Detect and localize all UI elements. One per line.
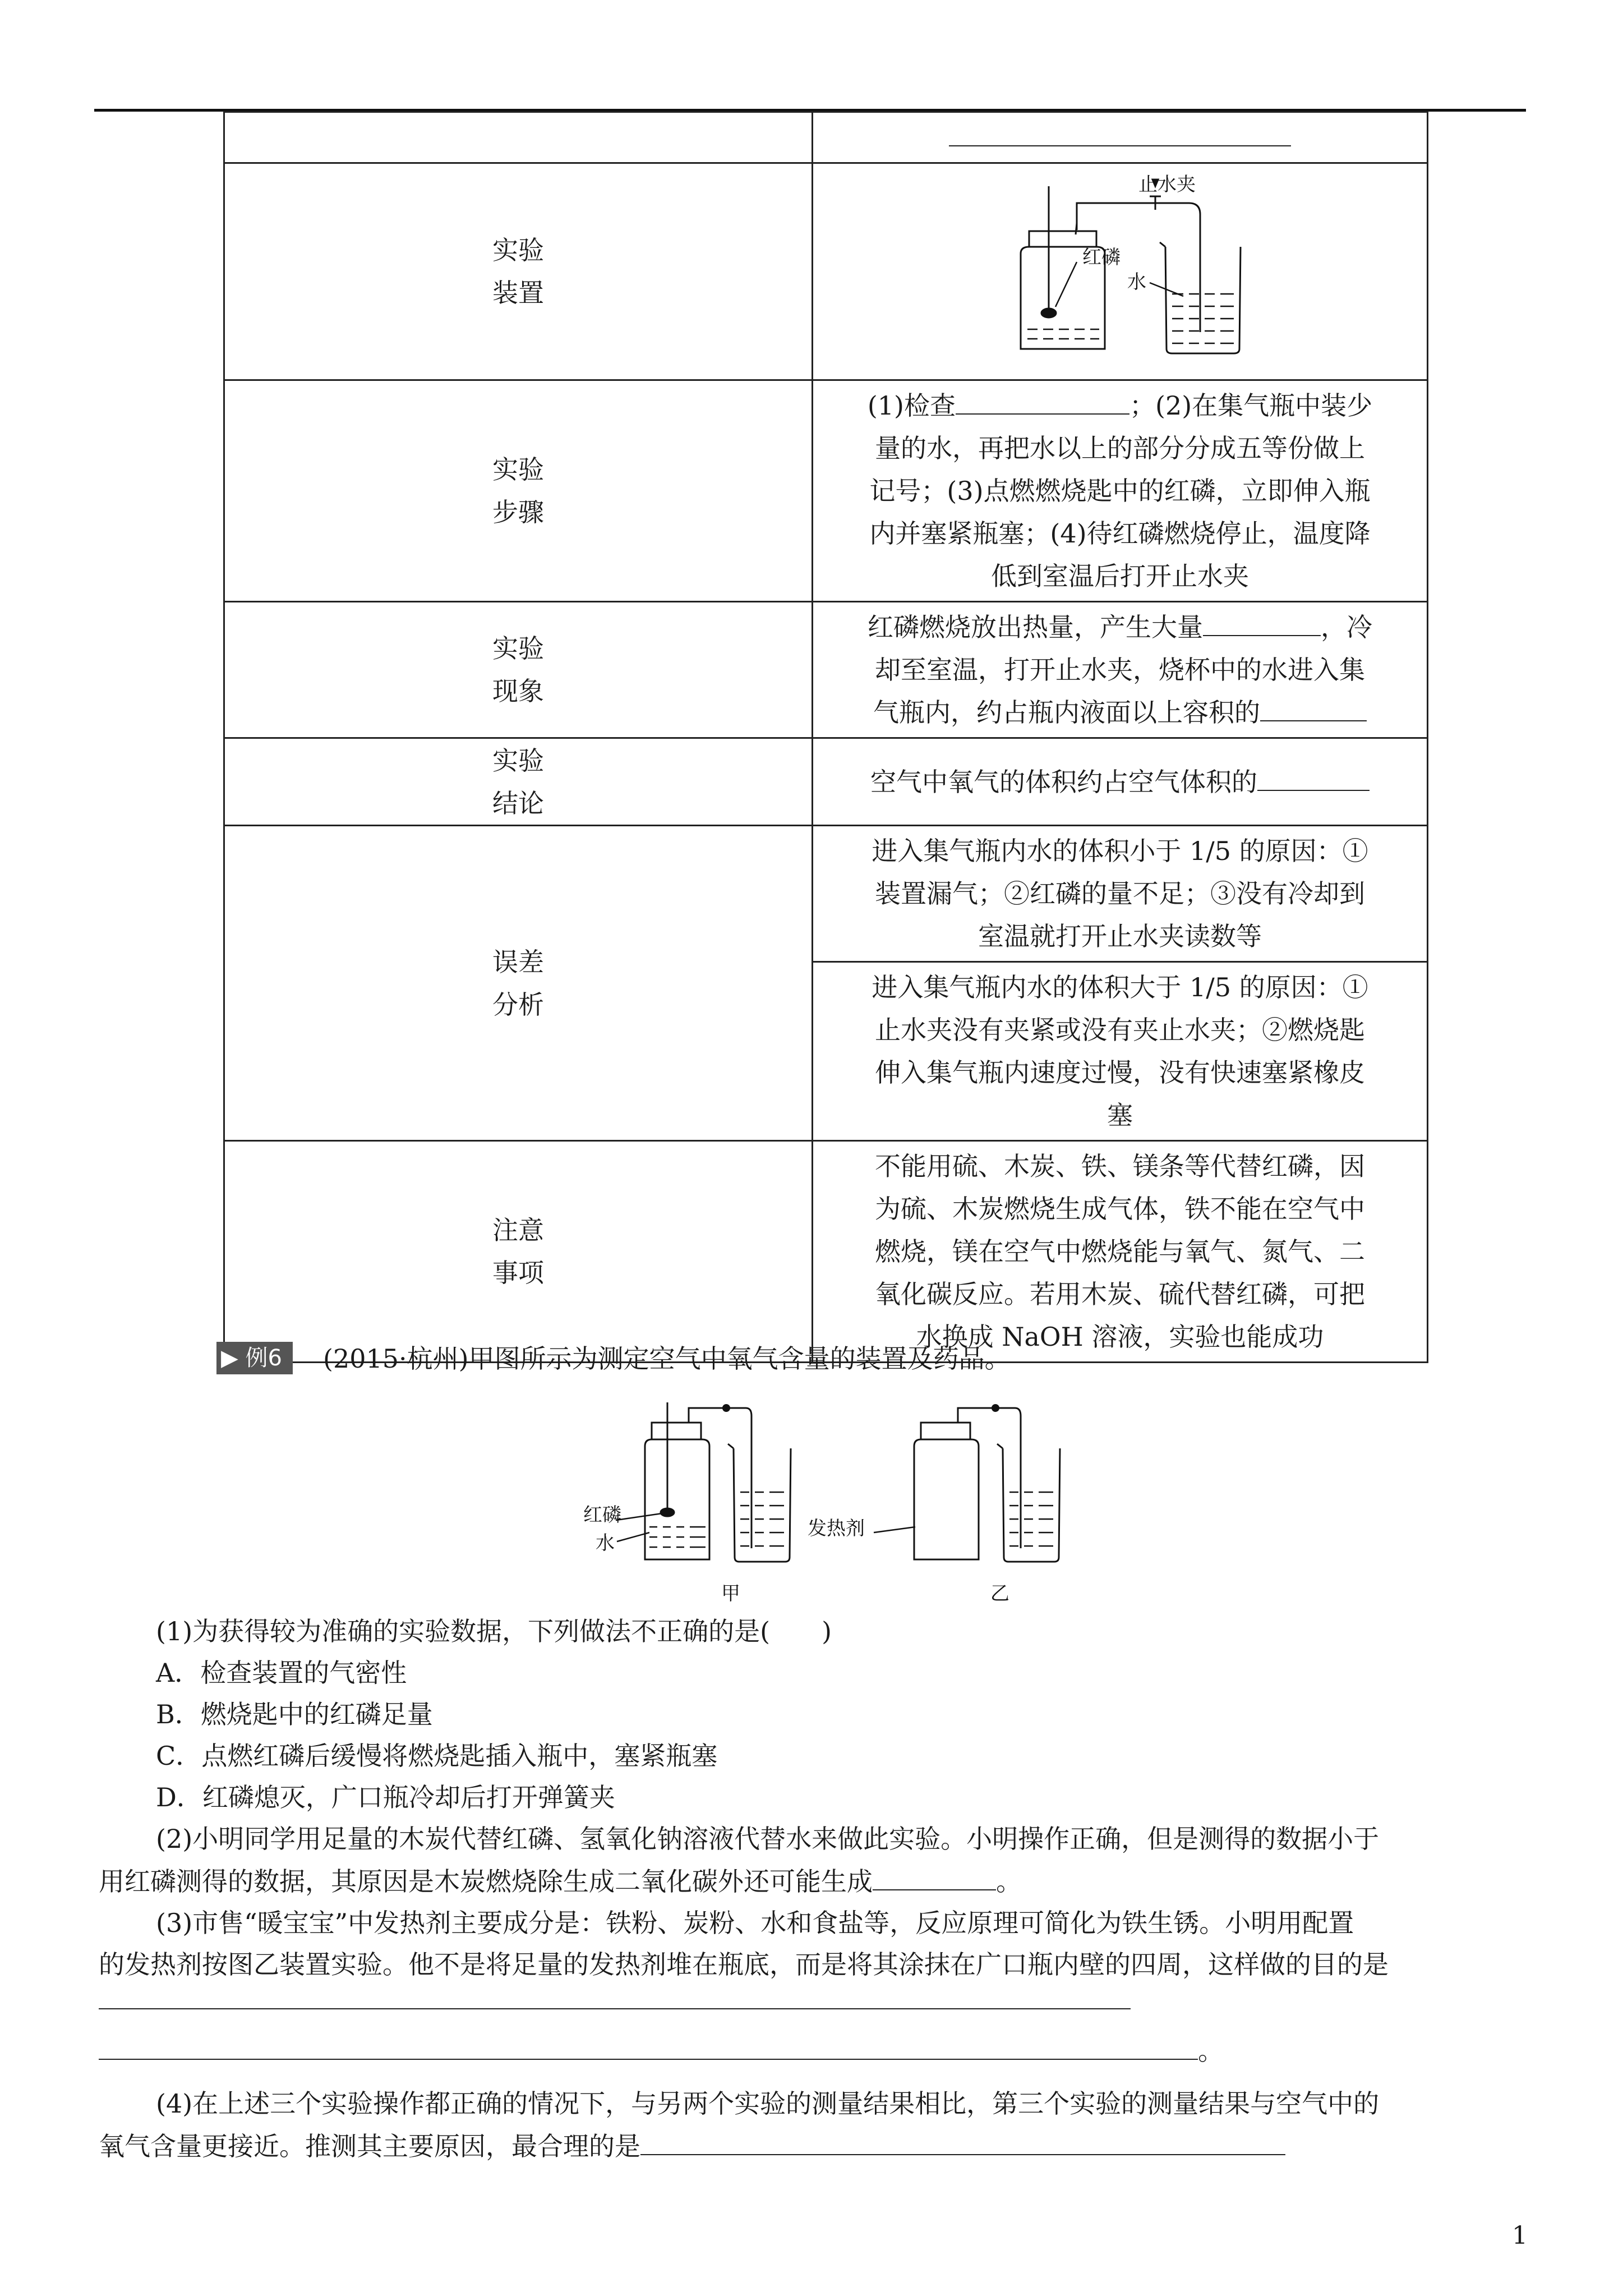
question-4-line2: 氧气含量更接近。推测其主要原因，最合理的是 xyxy=(99,2128,1285,2163)
answer-blank xyxy=(873,1864,996,1890)
water-label: 水 xyxy=(596,1532,615,1554)
example-apparatus xyxy=(583,1402,1066,1610)
clamp-label: 止水夹 xyxy=(1138,173,1196,196)
row-label: 实验 xyxy=(492,745,544,776)
row-label: 注意 xyxy=(492,1215,544,1245)
phosphorus-label: 红磷 xyxy=(583,1504,621,1526)
example-tag: ▶ 例6 xyxy=(216,1342,293,1374)
table-row: 进入集气瓶内水的体积大于 1/5 的原因：① 止水夹没有夹紧或没有夹止水夹；②燃烧匙 伸入集气瓶内速度过慢，没有快速塞紧橡皮 塞 xyxy=(224,962,1428,1141)
table-row: 实验 现象 红磷燃烧放出热量，产生大量 ，冷 却至室温，打开止水夹，烧杯中的水进入集 气瓶内，约占瓶内液面以上容积的 xyxy=(224,602,1428,738)
apparatus-diagram-cell xyxy=(813,163,1428,380)
table-row: 误差 分析 进入集气瓶内水的体积小于 1/5 的原因：① 装置漏气；②红磷的量不足；③没有冷却到 室温就打开止水夹读数等 xyxy=(224,826,1428,962)
figure-yi-caption: 乙 xyxy=(990,1582,1009,1605)
answer-blank xyxy=(99,2008,1131,2009)
phosphorus-label: 红磷 xyxy=(1082,246,1121,269)
row-label: 事项 xyxy=(492,1258,544,1288)
table-row xyxy=(224,112,1428,163)
option-c: C．点燃红磷后缓慢将燃烧匙插入瓶中，塞紧瓶塞 xyxy=(156,1741,718,1771)
option-d: D．红磷熄灭，广口瓶冷却后打开弹簧夹 xyxy=(156,1782,615,1812)
question-2-line1: (2)小明同学用足量的木炭代替红磷、氢氧化钠溶液代替水来做此实验。小明操作正确，但是测得的数据小于 xyxy=(156,1824,1380,1854)
table-row: 实验 结论 空气中氧气的体积约占空气体积的 xyxy=(224,738,1428,826)
row-label: 实验 xyxy=(492,633,544,664)
row-label: 装置 xyxy=(492,278,544,308)
answer-blank xyxy=(640,2128,1285,2155)
question-3-answer: 。 xyxy=(99,2033,1224,2068)
row-label: 结论 xyxy=(492,788,544,818)
figure-jia-caption: 甲 xyxy=(721,1582,740,1605)
answer-blank xyxy=(99,2033,1198,2060)
answer-blank xyxy=(949,119,1291,146)
question-4-line1: (4)在上述三个实验操作都正确的情况下，与另两个实验的测量结果相比，第三个实验的测量结果与空气中的 xyxy=(156,2088,1380,2119)
answer-blank xyxy=(1203,609,1321,636)
example-figure xyxy=(583,1402,1066,1610)
question-2-line2: 用红磷测得的数据，其原因是木炭燃烧除生成二氧化碳外还可能生成 。 xyxy=(99,1864,1022,1898)
experiment-table xyxy=(223,111,1428,1363)
question-3-line2: 的发热剂按图乙装置实验。他不是将足量的发热剂堆在瓶底，而是将其涂抹在广口瓶内壁的四周，这样做的目的是 xyxy=(99,1949,1389,1980)
row-label: 误差 xyxy=(492,946,544,977)
table-row: 实验 步骤 (1)检查 ；(2)在集气瓶中装少 量的水，再把水以上的部分分成五等份做上 记号；(3)点燃燃烧匙中的红磷，立即伸入瓶 内并塞紧瓶塞；(4)待红磷燃烧停止，温度降 低到室温后打开止水夹 xyxy=(224,380,1428,602)
page-number: 1 xyxy=(1512,2221,1528,2250)
table-row: 注意 事项 不能用硫、木炭、铁、镁条等代替红磷，因 为硫、木炭燃烧生成气体，铁不能在空气中 燃烧，镁在空气中燃烧能与氧气、氮气、二 氧化碳反应。若用木炭、硫代替红磷，可把 水换成 NaOH 溶液，实验也能成功 xyxy=(224,1141,1428,1363)
apparatus-diagram xyxy=(813,164,1396,377)
row-label: 步骤 xyxy=(492,497,544,527)
row-label: 现象 xyxy=(492,676,544,706)
row-label: 分析 xyxy=(492,989,544,1020)
answer-blank xyxy=(956,388,1129,415)
heater-label: 发热剂 xyxy=(808,1517,865,1540)
question-3-line1: (3)市售“暖宝宝”中发热剂主要成分是：铁粉、炭粉、水和食盐等，反应原理可简化为铁生锈。小明用配置 xyxy=(156,1908,1354,1938)
row-label: 实验 xyxy=(492,454,544,485)
option-a: A．检查装置的气密性 xyxy=(156,1658,407,1688)
water-label: 水 xyxy=(1127,271,1146,293)
answer-blank xyxy=(1260,694,1367,721)
example-intro: (2015·杭州)甲图所示为测定空气中氧气含量的装置及药品。 xyxy=(323,1343,1011,1374)
option-b: B．燃烧匙中的红磷足量 xyxy=(156,1699,433,1729)
answer-blank xyxy=(1257,764,1370,791)
table-row xyxy=(224,163,1428,380)
question-1: (1)为获得较为准确的实验数据，下列做法不正确的是( ) xyxy=(156,1616,832,1646)
row-label: 实验 xyxy=(492,235,544,265)
